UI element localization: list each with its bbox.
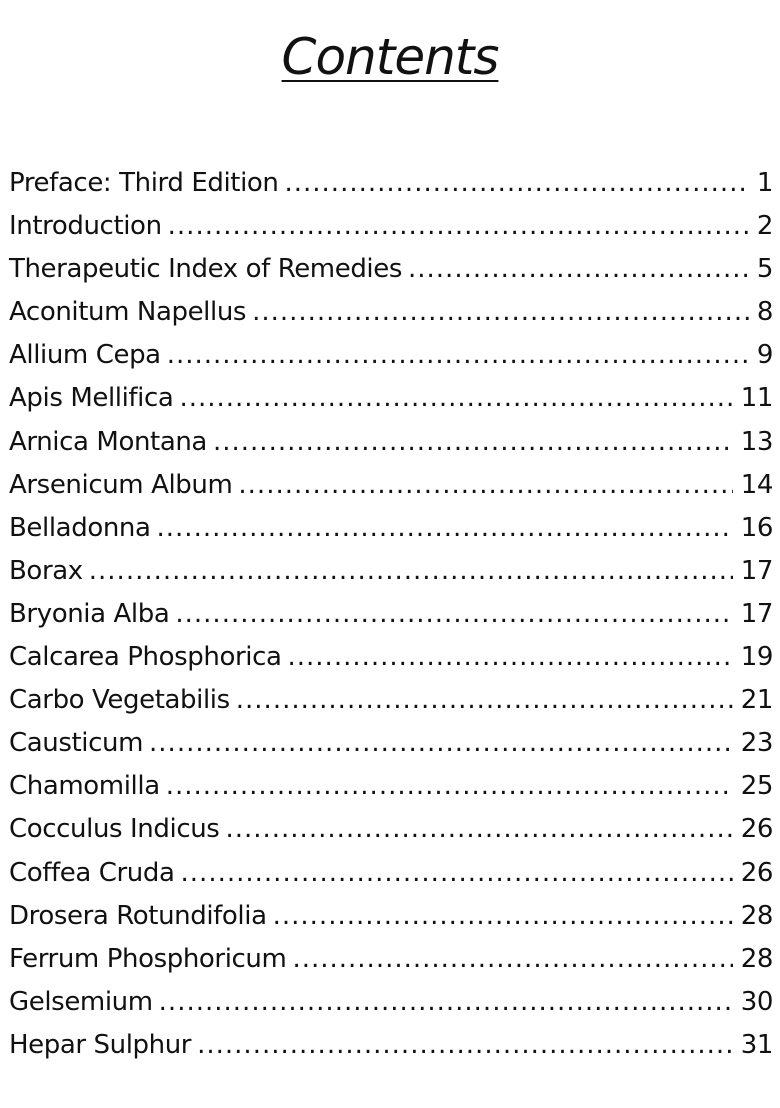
toc-entry	[9, 340, 773, 383]
toc-entry-page: 2	[756, 211, 773, 242]
toc-entry	[9, 1030, 773, 1073]
toc-entry-label: Therapeutic Index of Remedies	[9, 254, 402, 285]
dot-leader	[252, 297, 749, 327]
dot-leader	[225, 814, 732, 844]
toc-entry	[9, 599, 773, 642]
toc-entry-label: Aconitum Napellus	[9, 297, 247, 328]
toc-entry-label: Introduction	[9, 211, 162, 242]
toc-entry-label: Drosera Rotundifolia	[9, 900, 267, 931]
dot-leader	[197, 1030, 733, 1060]
toc-entry-label: Belladonna	[9, 512, 151, 543]
toc-entry	[9, 513, 773, 556]
toc-entry	[9, 470, 773, 513]
dot-leader	[167, 340, 749, 370]
toc-entry-page: 16	[740, 512, 773, 543]
dot-leader	[179, 383, 732, 413]
toc-entry-label: Allium Cepa	[9, 340, 161, 371]
toc-entry-page: 13	[740, 426, 773, 457]
toc-entry	[9, 685, 773, 728]
toc-entry-page: 26	[740, 857, 773, 888]
toc-entry	[9, 556, 773, 599]
toc-entry-page: 28	[740, 900, 773, 931]
dot-leader	[166, 771, 733, 801]
toc-entry-label: Cocculus Indicus	[9, 814, 220, 845]
toc-entry-label: Chamomilla	[9, 771, 160, 802]
toc-entry	[9, 944, 773, 987]
dot-leader	[89, 556, 733, 586]
dot-leader	[288, 642, 733, 672]
toc-entry	[9, 642, 773, 685]
toc-entry-page: 28	[740, 943, 773, 974]
toc-entry-label: Coffea Cruda	[9, 857, 175, 888]
toc-entry	[9, 297, 773, 340]
dot-leader	[175, 599, 732, 629]
toc-entry-label: Carbo Vegetabilis	[9, 685, 230, 716]
toc-entry-page: 5	[756, 254, 773, 285]
dot-leader	[408, 254, 749, 284]
toc-entry-label: Borax	[9, 555, 83, 586]
toc-entry-page: 30	[740, 986, 773, 1017]
toc-entry	[9, 814, 773, 857]
toc-entry-label: Calcarea Phosphorica	[9, 642, 282, 673]
toc-entry-page: 26	[740, 814, 773, 845]
page-title: Contents	[281, 28, 499, 86]
dot-leader	[236, 685, 733, 715]
toc-entry-page: 25	[740, 771, 773, 802]
dot-leader	[157, 513, 733, 543]
toc-entry-page: 14	[740, 469, 773, 500]
toc-entry	[9, 858, 773, 901]
toc-entry-page: 19	[740, 642, 773, 673]
toc-entry	[9, 168, 773, 211]
toc-entry	[9, 427, 773, 470]
table-of-contents	[9, 168, 773, 1073]
toc-entry	[9, 771, 773, 814]
toc-entry-page: 17	[740, 555, 773, 586]
toc-entry-page: 8	[756, 297, 773, 328]
toc-entry-label: Hepar Sulphur	[9, 1029, 192, 1060]
toc-entry-page: 23	[740, 728, 773, 759]
toc-entry-label: Arnica Montana	[9, 426, 207, 457]
toc-entry	[9, 728, 773, 771]
toc-entry-page: 9	[756, 340, 773, 371]
toc-entry-page: 31	[740, 1029, 773, 1060]
toc-entry-page: 11	[740, 383, 773, 414]
toc-entry	[9, 987, 773, 1030]
dot-leader	[292, 944, 732, 974]
toc-entry-label: Ferrum Phosphoricum	[9, 943, 287, 974]
dot-leader	[284, 168, 748, 198]
toc-entry-page: 17	[740, 598, 773, 629]
dot-leader	[181, 858, 733, 888]
toc-entry-label: Apis Mellifica	[9, 383, 174, 414]
dot-leader	[238, 470, 732, 500]
toc-entry-label: Preface: Third Edition	[9, 168, 279, 198]
toc-entry	[9, 254, 773, 297]
toc-entry-page: 1	[756, 168, 773, 198]
toc-entry	[9, 211, 773, 254]
toc-entry-label: Causticum	[9, 728, 144, 759]
toc-entry-label: Gelsemium	[9, 986, 153, 1017]
dot-leader	[273, 901, 733, 931]
dot-leader	[213, 427, 733, 457]
toc-entry-page: 21	[740, 685, 773, 716]
dot-leader	[168, 211, 749, 241]
toc-entry-label: Arsenicum Album	[9, 469, 233, 500]
toc-entry-label: Bryonia Alba	[9, 598, 170, 629]
dot-leader	[149, 728, 733, 758]
toc-entry	[9, 383, 773, 426]
dot-leader	[159, 987, 733, 1017]
toc-entry	[9, 901, 773, 944]
